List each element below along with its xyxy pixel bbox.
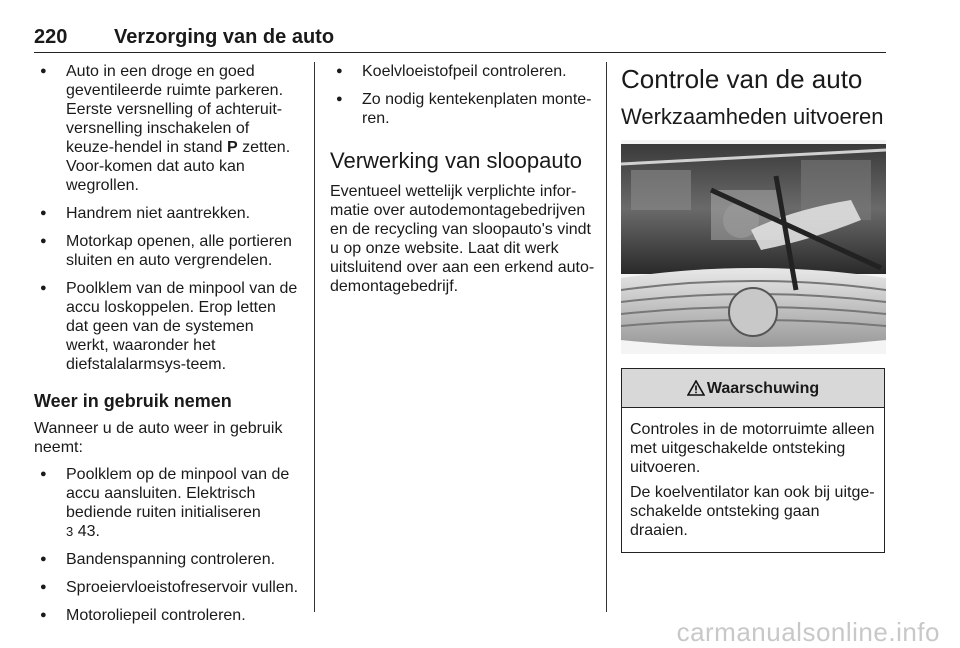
storage-steps-continued [330,62,595,128]
warning-paragraph: Controles in de motorruimte alleen met uitgeschakelde ontsteking uitvoeren. [630,421,875,476]
list-item: ● Motorkap openen, alle portieren sluiten en auto vergrendelen. [34,232,300,270]
intro-paragraph: Wanneer u de auto weer in gebruik neemt: [34,420,283,456]
warning-paragraph: De koelventilator kan ook bij uitge-schakelde ontsteking gaan draaien. [630,484,875,539]
page-header [34,22,886,53]
column-left [34,62,300,634]
warning-triangle-icon [687,380,705,396]
section-subtitle: Werkzaamheden uitvoeren [621,104,884,129]
list-item: ● Bandenspanning controleren. [34,550,300,569]
storage-steps-list [34,62,300,374]
list-item: ● Poolklem op de minpool van de accu aansluiten. Elektrisch bediende ruiten initialiseren 3 43. [34,465,300,541]
heading-sloopauto: Verwerking van sloopauto [330,148,582,173]
subheading-weer-in-gebruik: Weer in gebruik nemen [34,391,232,411]
watermark: carmanualsonline.info [676,617,940,647]
engine-bay-photo [621,140,886,354]
column-divider [606,62,607,612]
warning-header [622,369,884,408]
sloopauto-paragraph: Eventueel wettelijk verplichte infor-matie over autodemontagebedrijven en de recycling van sloopauto's vindt u op onze website. Laat dit werk uitsluitend over aan een erkend auto-demontagebedrijf. [330,183,595,295]
column-divider [314,62,315,612]
list-item: ● Koelvloeistofpeil controleren. [330,62,595,81]
recommission-steps-list [34,465,300,625]
list-item: ● Auto in een droge en goed geventileerde ruimte parkeren. Eerste versnelling of achteruit-versnelling inschakelen of keuze-hendel in stand P zetten. Voor-komen dat auto kan wegrollen. [34,62,300,195]
list-item: ● Zo nodig kentekenplaten monte-ren. [330,90,595,128]
warning-title: Waarschuwing [706,379,820,397]
page-reference[interactable]: 43. [77,523,100,540]
list-item: ● Motoroliepeil controleren. [34,606,300,625]
column-middle [330,62,595,304]
warning-body [622,408,884,552]
list-item: ● Sproeiervloeistofreservoir vullen. [34,578,300,597]
page-reference-icon: 3 [66,524,74,539]
column-right [621,62,886,553]
page-number: 220 [34,26,68,48]
engine-bay-illustration [621,140,886,354]
section-title: Controle van de auto [621,64,863,94]
list-item: ● Poolklem van de minpool van de accu loskoppelen. Erop letten dat geen van de systemen werkt, waaronder het diefstalalarmsys-teem. [34,279,300,374]
running-title: Verzorging van de auto [114,26,335,48]
list-item: ● Handrem niet aantrekken. [34,204,300,223]
warning-box [621,368,885,553]
